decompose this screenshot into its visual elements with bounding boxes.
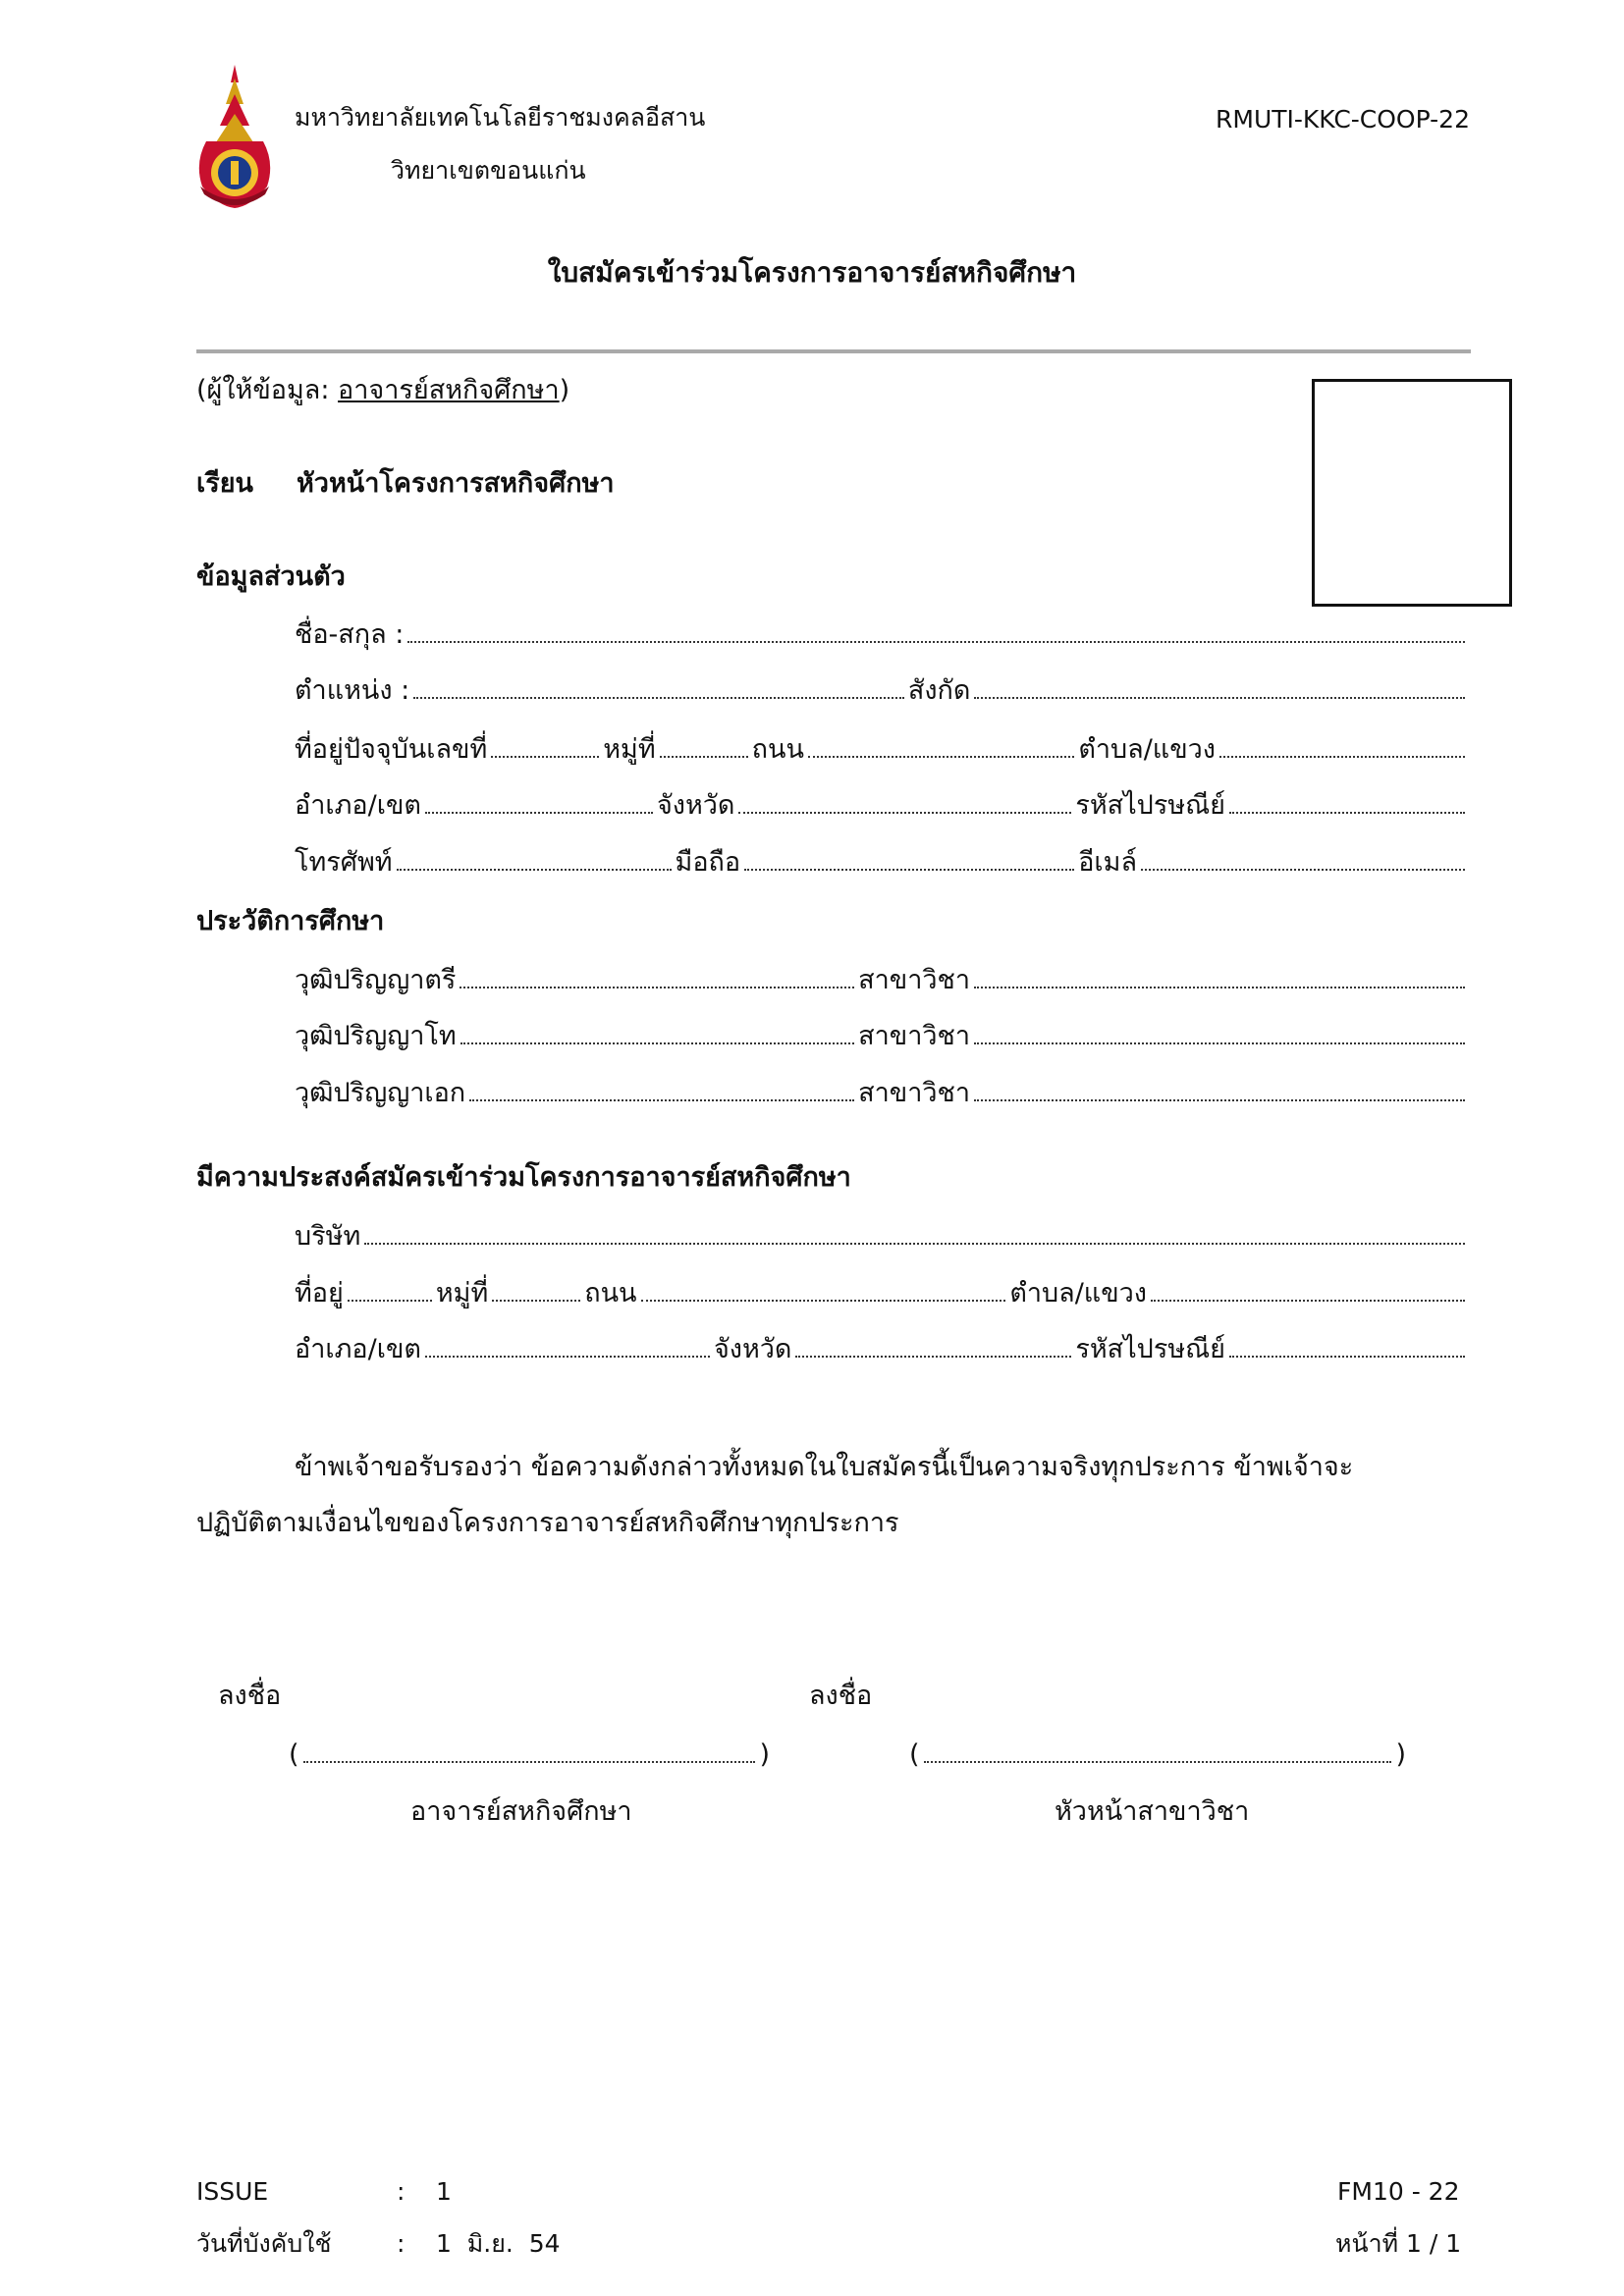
affiliation-label: สังกัด [907,675,971,706]
moo-label: หมู่ที่ [603,734,656,765]
informant-line [196,371,569,410]
bachelor-major-label: สาขาวิชา [858,965,970,995]
company-road-label: ถนน [584,1278,637,1308]
issue-colon: : [397,2177,406,2206]
university-logo [192,65,277,208]
effective-date-colon: : [397,2229,406,2258]
subdistrict-field[interactable] [1219,754,1465,758]
mobile-label: มือถือ [675,847,741,878]
bachelor-major-field[interactable] [974,985,1465,988]
company-address-label: ที่อยู่ [295,1278,344,1308]
salutation-label: เรียน [196,468,254,499]
right-sign-name-field[interactable] [924,1759,1392,1763]
company-address-row [295,1274,1469,1313]
email-field[interactable] [1141,867,1465,871]
right-sign-label: ลงชื่อ [809,1681,873,1711]
bachelor-label: วุฒิปริญญาตรี [295,965,457,995]
master-major-label: สาขาวิชา [858,1021,970,1051]
address-number-label: ที่อยู่ปัจจุบันเลขที่ [295,734,488,765]
form-title: ใบสมัครเข้าร่วมโครงการอาจารย์สหกิจศึกษา [547,256,1077,289]
informant-prefix: (ผู้ให้ข้อมูล: [196,375,339,405]
road-field[interactable] [808,754,1074,758]
title-divider [196,349,1471,353]
personal-heading: ข้อมูลส่วนตัว [196,561,346,592]
master-field[interactable] [460,1041,854,1044]
issue-value: 1 [436,2177,452,2206]
master-row [295,1017,1469,1056]
left-sign-label: ลงชื่อ [218,1681,282,1711]
name-row [295,615,1469,655]
campus-name: วิทยาเขตขอนแก่น [391,156,586,185]
bachelor-field[interactable] [460,985,854,988]
position-label: ตำแหน่ง : [295,675,410,706]
company-postcode-field[interactable] [1229,1354,1465,1358]
phone-label: โทรศัพท์ [295,847,393,878]
doctor-label: วุฒิปริญญาเอก [295,1078,466,1108]
doctor-major-label: สาขาวิชา [858,1078,970,1108]
position-field[interactable] [413,695,904,699]
phone-field[interactable] [397,867,672,871]
district-row [295,786,1469,826]
company-moo-label: หมู่ที่ [435,1278,489,1308]
contact-row [295,843,1469,882]
address-number-field[interactable] [491,754,599,758]
company-field[interactable] [364,1241,1465,1245]
left-open-paren: ( [289,1739,299,1770]
education-heading: ประวัติการศึกษา [196,906,385,936]
right-sign-role: หัวหน้าสาขาวิชา [1055,1796,1250,1827]
company-province-label: จังหวัด [713,1334,792,1364]
company-district-row [295,1330,1469,1369]
page-number: หน้าที่ 1 / 1 [1335,2229,1462,2258]
right-open-paren: ( [909,1739,920,1770]
company-district-label: อำเภอ/เขต [295,1334,421,1364]
right-sign-name-line [909,1735,1406,1775]
left-close-paren: ) [759,1739,770,1770]
mobile-field[interactable] [744,867,1074,871]
company-row [295,1217,1469,1256]
affiliation-field[interactable] [974,695,1465,699]
salutation-recipient: หัวหน้าโครงการสหกิจศึกษา [297,468,615,499]
left-sign-name-line [289,1735,770,1775]
email-label: อีเมล์ [1078,847,1137,878]
university-name: มหาวิทยาลัยเทคโนโลยีราชมงคลอีสาน [295,103,706,132]
company-province-field[interactable] [795,1354,1071,1358]
bachelor-row [295,961,1469,1000]
district-field[interactable] [425,810,653,814]
issue-label: ISSUE [196,2177,269,2206]
effective-date-label: วันที่บังคับใช้ [196,2229,332,2258]
name-field[interactable] [407,639,1465,643]
informant-value: อาจารย์สหกิจศึกษา [338,375,560,405]
master-major-field[interactable] [974,1041,1465,1044]
postcode-label: รหัสไปรษณีย์ [1075,790,1225,821]
photo-box [1312,379,1512,607]
company-subdistrict-label: ตำบล/แขวง [1009,1278,1147,1308]
right-close-paren: ) [1395,1739,1406,1770]
form-number: FM10 - 22 [1337,2177,1460,2206]
declaration-line-1: ข้าพเจ้าขอรับรองว่า ข้อความดังกล่าวทั้งหมดในใบสมัครนี้เป็นความจริงทุกประการ ข้าพเจ้าจะ [295,1452,1354,1482]
company-district-field[interactable] [425,1354,710,1358]
doctor-row [295,1074,1469,1113]
address-row [295,730,1469,770]
informant-suffix: ) [559,375,570,405]
doctor-field[interactable] [469,1097,854,1101]
document-code: RMUTI-KKC-COOP-22 [1216,105,1470,133]
district-label: อำเภอ/เขต [295,790,421,821]
company-address-field[interactable] [348,1298,432,1302]
company-postcode-label: รหัสไปรษณีย์ [1075,1334,1225,1364]
declaration-line-2: ปฏิบัติตามเงื่อนไขของโครงการอาจารย์สหกิจศึกษาทุกประการ [196,1508,899,1538]
company-label: บริษัท [295,1221,361,1252]
position-row [295,671,1469,711]
province-label: จังหวัด [656,790,735,821]
intent-heading: มีความประสงค์สมัครเข้าร่วมโครงการอาจารย์สหกิจศึกษา [196,1162,851,1193]
company-moo-field[interactable] [492,1298,580,1302]
province-field[interactable] [738,810,1071,814]
name-label: ชื่อ-สกุล : [295,619,405,650]
road-label: ถนน [751,734,804,765]
left-sign-role: อาจารย์สหกิจศึกษา [410,1796,632,1827]
left-sign-name-field[interactable] [303,1759,756,1763]
doctor-major-field[interactable] [974,1097,1465,1101]
company-subdistrict-field[interactable] [1151,1298,1465,1302]
subdistrict-label: ตำบล/แขวง [1078,734,1216,765]
postcode-field[interactable] [1229,810,1465,814]
company-road-field[interactable] [641,1298,1006,1302]
moo-field[interactable] [660,754,748,758]
effective-date-value: 1 มิ.ย. 54 [436,2229,561,2258]
master-label: วุฒิปริญญาโท [295,1021,457,1051]
